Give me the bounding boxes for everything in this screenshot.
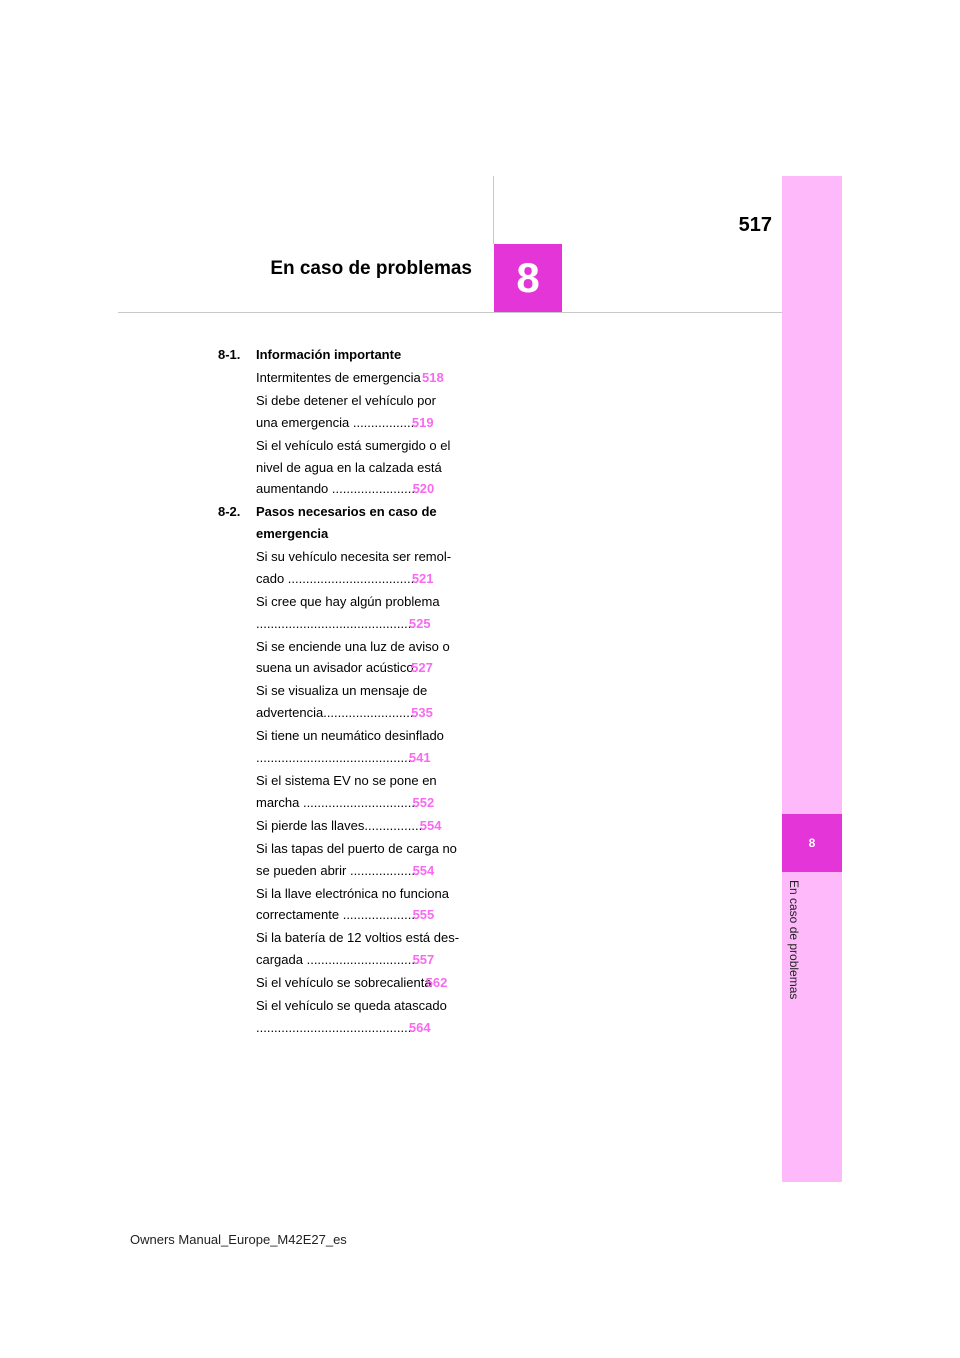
toc-entry-page-link[interactable]: 541 [408,750,431,766]
toc-entry-text: se pueden abrir ................... [256,862,419,878]
toc-entry-page-link[interactable]: 554 [419,817,442,833]
side-tab-label: En caso de problemas [787,880,801,1000]
toc-entry-text: suena un avisador acústico. [256,660,418,676]
toc-entry[interactable] [256,591,470,635]
toc-entry-text: Si se visualiza un mensaje de [256,683,428,699]
toc-entry-page-link[interactable]: 527 [411,660,433,676]
toc-entry-page-link[interactable]: 562 [425,975,448,991]
toc-entry-text: Si tiene un neumático desinflado [256,728,444,744]
toc-entry-text: Si el vehículo está sumergido o el [256,437,451,453]
toc-entry-text: aumentando ........................ [256,481,419,497]
toc-entry[interactable] [256,770,470,814]
toc-entry-text: Si cree que hay algún problema [256,593,440,609]
toc-entry[interactable] [256,546,470,590]
toc-entry-page-link[interactable]: 555 [412,907,435,923]
toc-section-number: 8-1. [218,347,241,362]
toc-entry[interactable] [256,435,470,500]
toc-entry-page-link[interactable]: 521 [411,570,434,586]
toc-entry[interactable] [256,972,470,994]
toc-entry[interactable] [256,995,470,1039]
toc-entry[interactable] [256,838,470,882]
toc-entry-page-link[interactable]: 518 [421,369,444,385]
chapter-title: En caso de problemas [270,258,472,279]
toc-entry-page-link[interactable]: 554 [412,862,435,878]
toc-entry[interactable] [256,636,470,680]
header-divider-horizontal [118,312,782,313]
chapter-number-box: 8 [494,244,562,312]
toc-entry-page-link[interactable]: 564 [408,1019,431,1035]
toc-entry-text: Si la llave electrónica no funciona [256,885,449,901]
toc-entry-text: una emergencia .................. [256,414,418,430]
toc-section-heading [218,501,470,545]
toc-entry-text: correctamente ..................... [256,907,419,923]
toc-entry-page-link[interactable]: 525 [408,615,431,631]
side-tab-chapter-number[interactable]: 8 [782,814,842,872]
toc-entry-text: ............................................ [256,750,415,766]
toc-entry-page-link[interactable]: 552 [412,794,435,810]
header-divider-vertical [493,176,494,244]
toc-entry-page-link[interactable]: 557 [412,952,435,968]
toc-entry-text: Si el vehículo se sobrecalienta [256,975,432,991]
page-number: 517 [738,214,772,236]
toc-entry[interactable] [256,680,470,724]
toc-entry[interactable] [256,390,470,434]
toc-entry-text: nivel de agua en la calzada está [256,459,442,475]
toc-entry-text: cargada ............................... [256,952,419,968]
table-of-contents [218,344,470,1040]
toc-entry[interactable] [256,927,470,971]
toc-entry-text: Intermitentes de emergencia . [256,369,428,385]
toc-entry-text: ............................................ [256,1019,415,1035]
toc-entry[interactable] [256,367,470,389]
toc-entry[interactable] [256,883,470,927]
toc-entry-text: Si pierde las llaves................. [256,817,426,833]
toc-entry-page-link[interactable]: 535 [411,705,433,721]
toc-entry-text: Si se enciende una luz de aviso o [256,638,450,654]
toc-entry-text: Si las tapas del puerto de carga no [256,840,457,856]
toc-entry-text: ............................................ [256,615,415,631]
toc-entry-text: Si su vehículo necesita ser remol- [256,549,452,565]
toc-section-number: 8-2. [218,504,241,520]
toc-entry-page-link[interactable]: 520 [412,481,435,497]
toc-entry-text: Si la batería de 12 voltios está des- [256,930,460,946]
toc-entry-text: Si el sistema EV no se pone en [256,773,437,789]
toc-entry-text: Si debe detener el vehículo por [256,392,436,408]
toc-section-heading [218,344,470,366]
toc-section-title: Información importante [256,347,402,362]
toc-section-title: Pasos necesarios en caso de emergencia [256,504,437,542]
toc-entry[interactable] [256,725,470,769]
toc-entry-page-link[interactable]: 519 [411,414,434,430]
toc-entry-text: advertencia.......................... [256,705,418,721]
toc-entry-text: cado .................................... [256,570,418,586]
toc-entry-text: Si el vehículo se queda atascado [256,998,447,1014]
toc-entry[interactable] [256,815,470,837]
footer-document-id: Owners Manual_Europe_M42E27_es [130,1232,347,1247]
toc-entry-text: marcha ................................ [256,794,419,810]
